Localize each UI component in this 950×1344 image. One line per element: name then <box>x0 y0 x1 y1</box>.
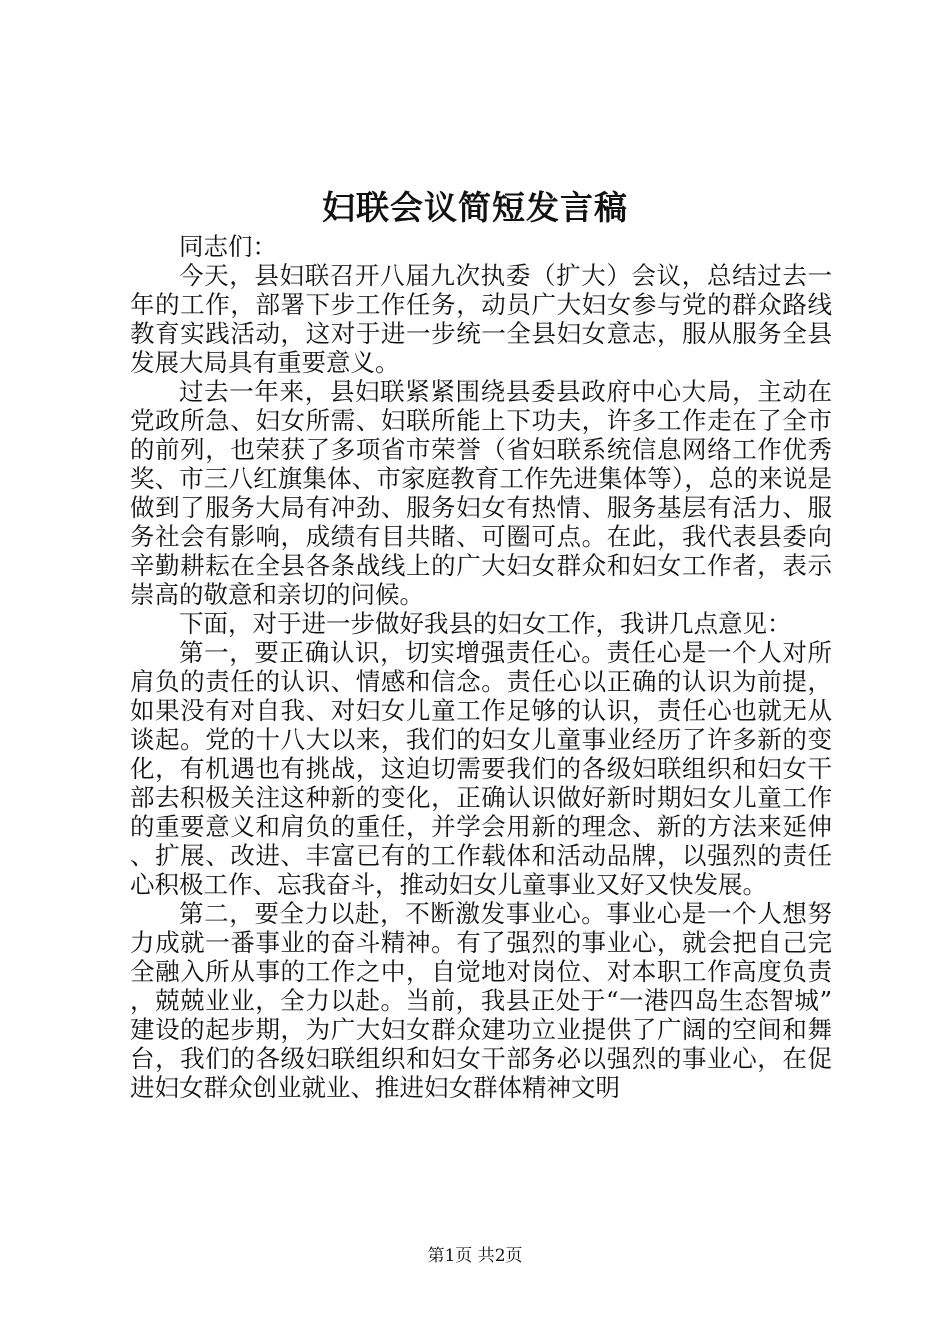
page-number-footer: 第1页 共2页 <box>427 1246 523 1266</box>
document-title: 妇联会议简短发言稿 <box>322 188 628 227</box>
salutation-paragraph: 同志们： <box>179 232 277 261</box>
document-body <box>130 232 832 1102</box>
body-paragraph: 第二，要全力以赴，不断激发事业心。事业心是一个人想努力成就一番事业的奋斗精神。有了强烈的事业心，就会把自己完全融入所从事的工作之中，自觉地对岗位、对本职工作高度负责，兢兢业业，全力以赴。当前，我县正处于“一港四岛生态智城”建设的起步期，为广大妇女群众建功立业提供了广阔的空间和舞台，我们的各级妇联组织和妇女干部务必以强烈的事业心，在促进妇女群众创业就业、推进妇女群体精神文明 <box>130 899 832 1102</box>
body-paragraph: 第一，要正确认识，切实增强责任心。责任心是一个人对所肩负的责任的认识、情感和信念。责任心以正确的认识为前提，如果没有对自我、对妇女儿童工作足够的认识，责任心也就无从谈起。党的十八大以来，我们的妇女儿童事业经历了许多新的变化，有机遇也有挑战，这迫切需要我们的各级妇联组织和妇女干部去积极关注这种新的变化，正确认识做好新时期妇女儿童工作的重要意义和肩负的重任，并学会用新的理念、新的方法来延伸、扩展、改进、丰富已有的工作载体和活动品牌，以强烈的责任心积极工作、忘我奋斗，推动妇女儿童事业又好又快发展。 <box>130 638 832 899</box>
body-paragraph: 过去一年来，县妇联紧紧围绕县委县政府中心大局，主动在党政所急、妇女所需、妇联所能上下功夫，许多工作走在了全市的前列，也荣获了多项省市荣誉（省妇联系统信息网络工作优秀奖、市三八红旗集体、市家庭教育工作先进集体等），总的来说是做到了服务大局有冲劲、服务妇女有热情、服务基层有活力、服务社会有影响，成绩有目共睹、可圈可点。在此，我代表县委向辛勤耕耘在全县各条战线上的广大妇女群众和妇女工作者，表示崇高的敬意和亲切的问候。 <box>130 377 832 609</box>
body-paragraph: 下面，对于进一步做好我县的妇女工作，我讲几点意见： <box>179 609 792 638</box>
body-paragraph: 今天，县妇联召开八届九次执委（扩大）会议，总结过去一年的工作，部署下步工作任务，动员广大妇女参与党的群众路线教育实践活动，这对于进一步统一全县妇女意志，服从服务全县发展大局具有重要意义。 <box>130 261 832 377</box>
